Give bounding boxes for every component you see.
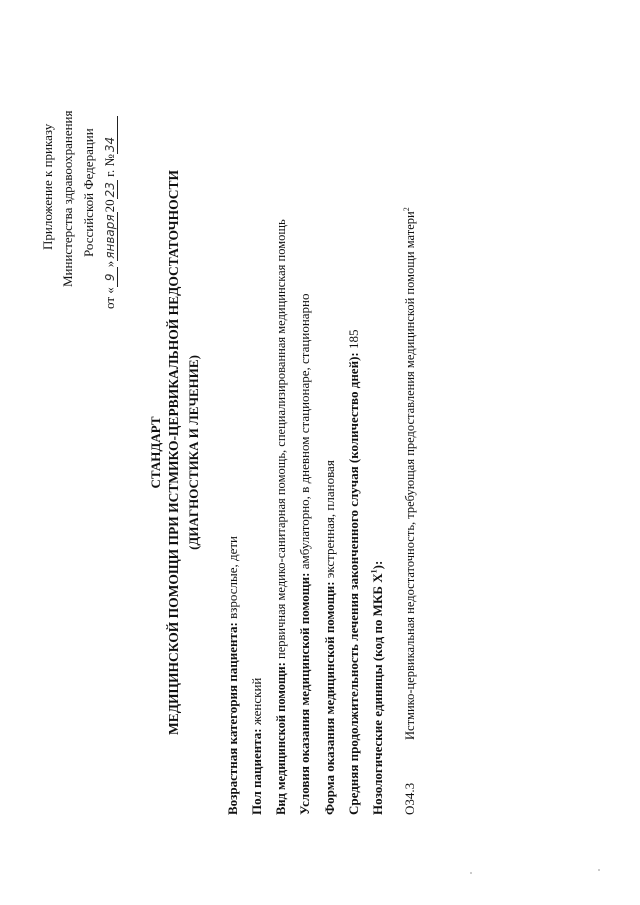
- scan-speck: [470, 872, 472, 874]
- field-duration-label: Средняя продолжительность лечения законченного случая (количество дней):: [346, 352, 361, 815]
- nosology-footnote-2: 2: [401, 207, 411, 212]
- field-nosology-label: Нозологические единицы (код по МКБ X: [370, 573, 385, 815]
- field-duration-value: 185: [346, 329, 361, 353]
- field-sex-value: женский: [249, 677, 264, 729]
- field-age-label: Возрастная категория пациента:: [225, 622, 240, 815]
- title-standard: СТАНДАРТ: [148, 416, 163, 489]
- field-conditions-label: Условия оказания медицинской помощи:: [297, 572, 312, 815]
- date-mid: »: [102, 260, 117, 268]
- appendix-line-3: Российской Федерации: [81, 128, 96, 257]
- field-nosology: [370, 561, 386, 815]
- nosology-footnote-1: 1: [369, 569, 379, 574]
- field-conditions: [297, 293, 313, 815]
- date-prefix: от «: [102, 287, 117, 309]
- handwritten-number: 34: [104, 116, 118, 154]
- handwritten-year: 23: [103, 182, 117, 198]
- field-care-type: [273, 219, 289, 815]
- year-prefix: 20: [102, 199, 117, 213]
- nosology-description-text: Истмико-цервикальная недостаточность, требующая предоставления медицинской помощи матери: [403, 211, 417, 740]
- nosology-code: O34.3: [402, 782, 417, 815]
- field-duration: [346, 330, 362, 815]
- scan-speck: [598, 869, 600, 871]
- title-subtitle: (ДИАГНОСТИКА И ЛЕЧЕНИЕ): [186, 355, 201, 550]
- field-sex: [249, 678, 265, 815]
- field-form-value: экстренная, плановая: [322, 460, 337, 582]
- nosology-description: [402, 207, 418, 740]
- year-suffix: г. №: [102, 154, 117, 181]
- appendix-date-line: [102, 116, 118, 309]
- title-main: МЕДИЦИНСКОЙ ПОМОЩИ ПРИ ИСТМИКО-ЦЕРВИКАЛЬНОЙ НЕДОСТАТОЧНОСТИ: [166, 169, 181, 736]
- field-care-type-label: Вид медицинской помощи:: [274, 662, 288, 815]
- field-conditions-value: амбулаторно, в дневном стационаре, стационарно: [297, 293, 312, 573]
- appendix-line-1: Приложение к приказу: [40, 123, 55, 250]
- handwritten-day: 9: [104, 267, 118, 287]
- field-sex-label: Пол пациента:: [249, 728, 264, 815]
- appendix-line-2: Министерства здравоохранения: [60, 110, 75, 287]
- handwritten-month: января: [103, 214, 117, 259]
- field-age-value: взрослые, дети: [225, 536, 240, 623]
- field-nosology-label-end: ):: [370, 560, 385, 570]
- field-age: [225, 536, 241, 815]
- field-form: [322, 460, 338, 815]
- field-form-label: Форма оказания медицинской помощи:: [322, 581, 337, 815]
- field-care-type-value: первичная медико-санитарная помощь, специализированная медицинская помощь: [274, 219, 288, 663]
